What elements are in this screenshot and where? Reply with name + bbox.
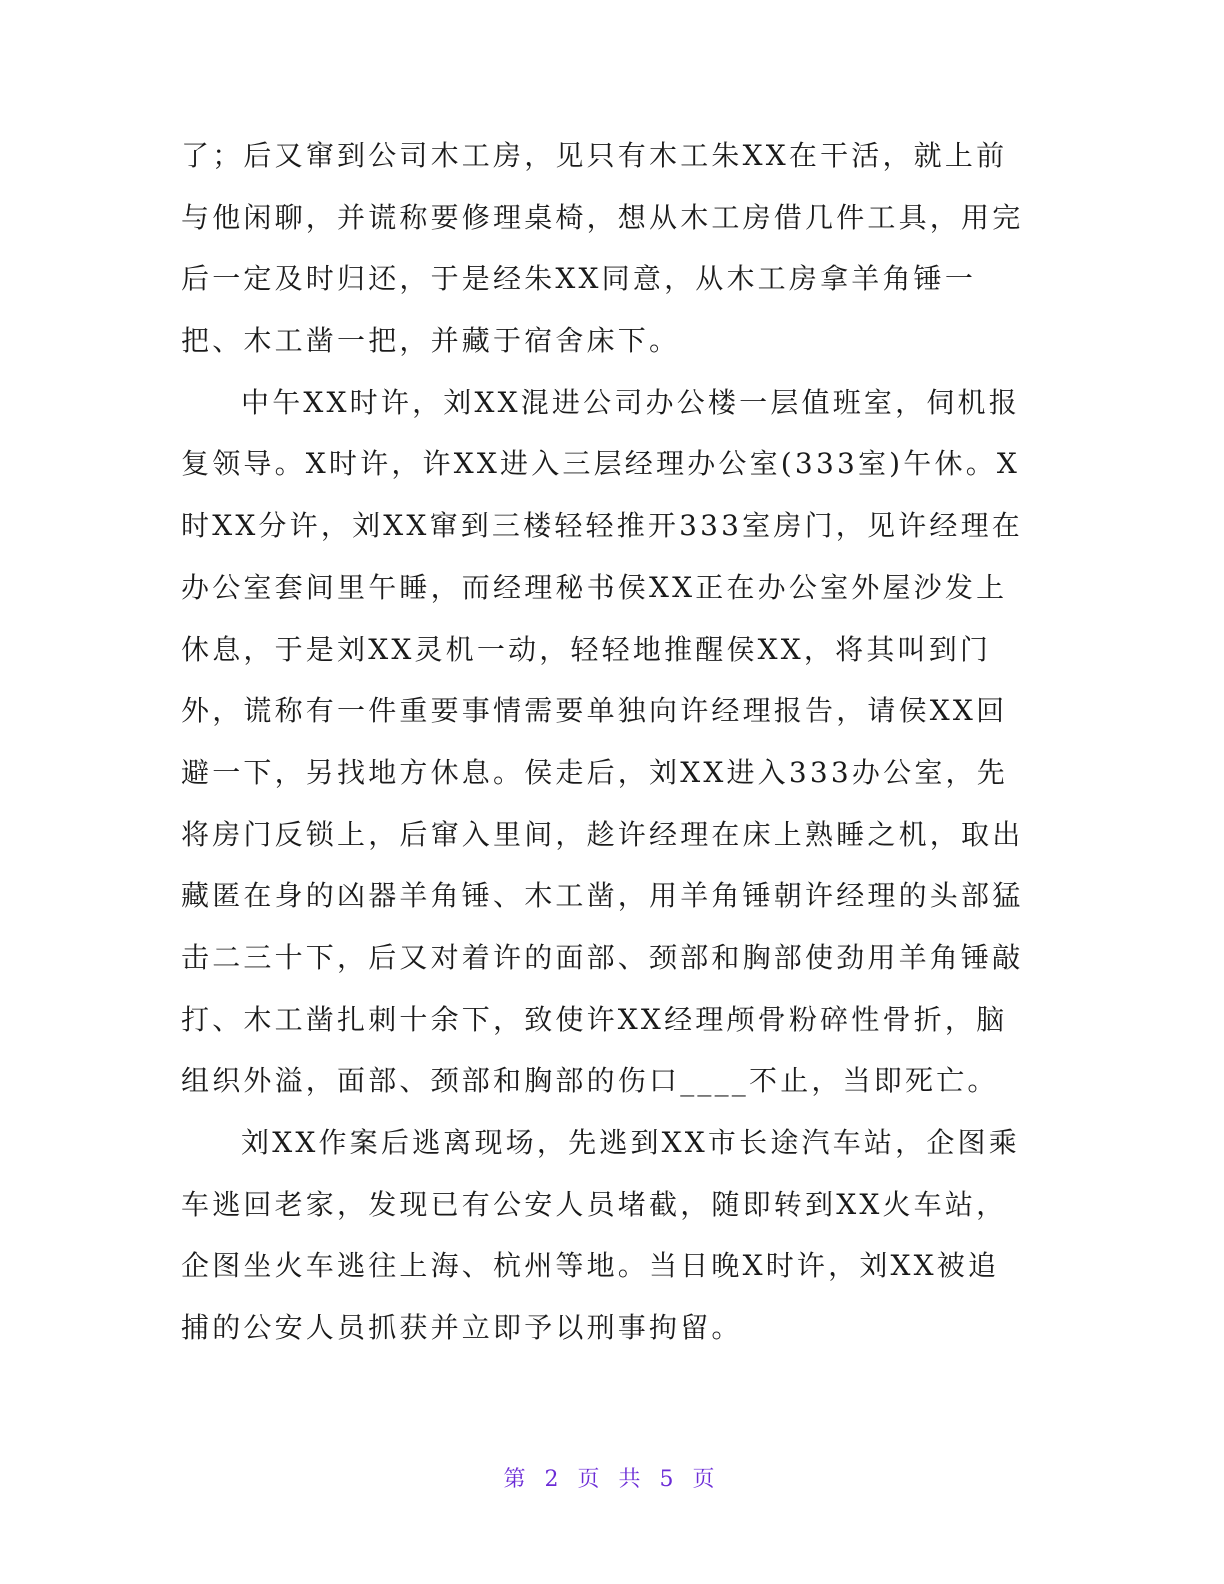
text-line: 把、木工凿一把，并藏于宿舍床下。 [181, 324, 681, 358]
text-line: 将房门反锁上，后窜入里间，趁许经理在床上熟睡之机，取出 [181, 817, 1024, 851]
text-line: 藏匿在身的凶器羊角锤、木工凿，用羊角锤朝许经理的头部猛 [181, 879, 1024, 913]
text-line: 捕的公安人员抓获并立即予以刑事拘留。 [181, 1311, 743, 1345]
text-line: 企图坐火车逃往上海、杭州等地。当日晚X时许，刘XX被追 [181, 1249, 1000, 1283]
paragraph-3 [181, 1112, 1041, 1359]
document-body [181, 125, 1041, 1359]
text-line: 休息，于是刘XX灵机一动，轻轻地推醒侯XX，将其叫到门 [181, 632, 992, 666]
text-line: 后一定及时归还，于是经朱XX同意，从木工房拿羊角锤一 [181, 262, 977, 296]
text-line: 组织外溢，面部、颈部和胸部的伤口____不止，当即死亡。 [181, 1064, 999, 1098]
text-line: 击二三十下，后又对着许的面部、颈部和胸部使劲用羊角锤敲 [181, 940, 1024, 974]
text-line: 了；后又窜到公司木工房，见只有木工朱XX在干活，就上前 [181, 139, 1008, 172]
text-line: 避一下，另找地方休息。侯走后，刘XX进入333办公室，先 [181, 755, 1008, 789]
text-line: 时XX分许，刘XX窜到三楼轻轻推开333室房门，见许经理在 [181, 509, 1023, 543]
text-line: 刘XX作案后逃离现场，先逃到XX市长途汽车站，企图乘 [241, 1126, 1020, 1159]
text-line: 车逃回老家，发现已有公安人员堵截，随即转到XX火车站， [181, 1187, 1008, 1221]
text-line: 办公室套间里午睡，而经理秘书侯XX正在办公室外屋沙发上 [181, 570, 1008, 604]
paragraph-1 [181, 125, 1041, 372]
text-line: 打、木工凿扎刺十余下，致使许XX经理颅骨粉碎性骨折，脑 [181, 1002, 1008, 1036]
text-line: 中午XX时许，刘XX混进公司办公楼一层值班室，伺机报 [241, 385, 1020, 419]
page-number-footer: 第 2 页 共 5 页 [503, 1467, 721, 1492]
text-line: 复领导。X时许，许XX进入三层经理办公室(333室)午休。X [181, 447, 1021, 481]
text-line: 与他闲聊，并谎称要修理桌椅，想从木工房借几件工具，用完 [181, 200, 1024, 234]
paragraph-2 [181, 372, 1041, 1112]
text-line: 外，谎称有一件重要事情需要单独向许经理报告，请侯XX回 [181, 694, 1008, 728]
